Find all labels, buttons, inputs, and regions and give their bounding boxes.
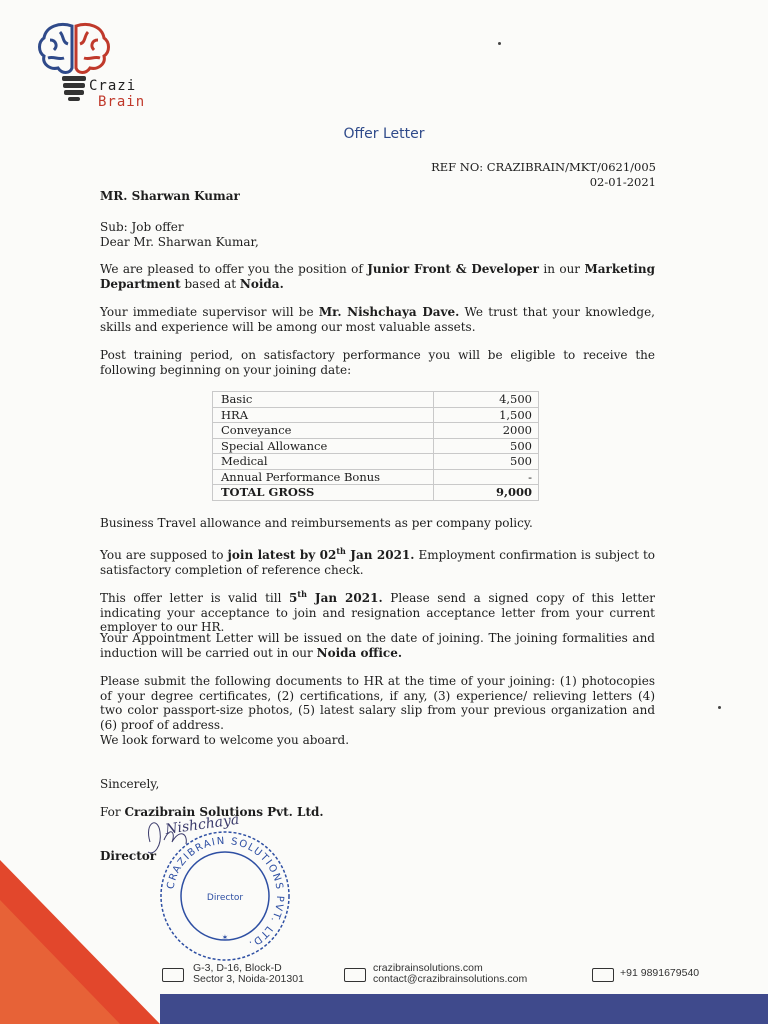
salary-row <box>213 438 539 454</box>
logo-text-crazi: Crazi <box>89 78 137 94</box>
footer-contact <box>373 963 527 985</box>
scan-speck <box>718 706 721 709</box>
subject-block <box>100 220 259 249</box>
stamp-center-text: Director <box>206 893 244 903</box>
salary-row <box>213 423 539 439</box>
phone-icon <box>592 968 614 982</box>
text: We trust that your knowledge, skills and experience will be among our most valuable assets. <box>100 305 655 334</box>
salary-row <box>213 407 539 423</box>
salary-component: HRA <box>213 407 434 423</box>
position-title: Junior Front & Developer <box>367 262 539 276</box>
salary-row <box>213 469 539 485</box>
paragraph-validity <box>100 587 655 635</box>
text: For <box>100 805 125 819</box>
addressee-name: MR. Sharwan Kumar <box>100 189 240 203</box>
salary-amount: 500 <box>434 454 539 470</box>
reference-block <box>431 160 656 190</box>
paragraph-position <box>100 262 655 291</box>
corner-triangle-decoration <box>0 860 160 1024</box>
paragraph-joining-date <box>100 544 655 577</box>
paragraph-appointment <box>100 631 655 660</box>
logo-text-brain: Brain <box>98 94 146 110</box>
address-line: Sector 3, Noida-201301 <box>193 973 304 985</box>
subject-line: Sub: Job offer <box>100 220 184 234</box>
scan-speck <box>498 42 501 45</box>
website-text: crazibrainsolutions.com <box>373 962 483 974</box>
text: This offer letter is valid till <box>100 591 290 605</box>
text: in our <box>538 262 585 276</box>
paragraph-supervisor <box>100 305 655 334</box>
text: Employment confirmation is subject to satisfactory completion of reference check. <box>100 548 655 577</box>
paragraph-documents: Please submit the following documents to HR at the time of your joining: (1) photocopies of your degree certificates, (2) certifications, if any, (3) experience/ relieving letters (4) two color passport-size photos, (5) latest salary slip from your previous organization and (6) proof of address. <box>100 674 655 732</box>
supervisor-name: Mr. Nishchaya Dave. <box>318 305 460 319</box>
salary-component: Special Allowance <box>213 438 434 454</box>
email-text: contact@crazibrainsolutions.com <box>373 973 528 985</box>
svg-text:✶: ✶ <box>221 933 229 942</box>
salary-component: Medical <box>213 454 434 470</box>
stamp-ring-text: CRAZIBRAIN SOLUTIONS PVT. LTD. <box>165 835 286 951</box>
paragraph-travel-allowance: Business Travel allowance and reimbursements as per company policy. <box>100 516 533 530</box>
letter-date: 02-01-2021 <box>589 175 656 189</box>
text: Your immediate supervisor will be <box>100 305 319 319</box>
salary-row <box>213 454 539 470</box>
location-icon <box>162 968 184 982</box>
salary-component: Basic <box>213 392 434 408</box>
office-location: Noida office. <box>316 645 402 660</box>
closing: Sincerely, <box>100 777 160 791</box>
text: We are pleased to offer you the position of <box>100 262 368 276</box>
department-name: Marketing Department <box>100 262 656 291</box>
validity-date <box>289 591 383 605</box>
salary-component: Conveyance <box>213 423 434 439</box>
text: based at <box>180 276 240 291</box>
text: Please send a signed copy of this letter indicating your acceptance to join and resignation acceptance letter from your current employer to our HR. <box>100 591 656 634</box>
paragraph-compensation-intro: Post training period, on satisfactory performance you will be eligible to receive the following beginning on your joining date: <box>100 348 655 377</box>
ordinal-suffix: th <box>336 546 346 556</box>
footer-bar <box>160 994 768 1024</box>
text: Jan 2021. <box>345 548 415 562</box>
text: You are supposed to <box>100 548 228 562</box>
salary-amount: 4,500 <box>434 392 539 408</box>
document-title: Offer Letter <box>343 126 425 142</box>
text: join latest by 02 <box>227 548 337 562</box>
paragraph-welcome: We look forward to welcome you aboard. <box>100 733 350 747</box>
ordinal-suffix: th <box>297 589 307 599</box>
company-logo <box>34 18 154 118</box>
salary-amount: 1,500 <box>434 407 539 423</box>
salary-amount: - <box>434 469 539 485</box>
salary-row <box>213 392 539 408</box>
salary-total-label: TOTAL GROSS <box>213 485 434 501</box>
salary-component: Annual Performance Bonus <box>213 469 434 485</box>
salutation: Dear Mr. Sharwan Kumar, <box>100 234 259 249</box>
reference-number: REF NO: CRAZIBRAIN/MKT/0621/005 <box>431 160 656 174</box>
work-location: Noida. <box>239 276 284 291</box>
text: 5 <box>289 591 298 605</box>
globe-mail-icon <box>344 968 366 982</box>
signature-text: Nishchaya <box>164 812 241 838</box>
text: Your Appointment Letter will be issued on the date of joining. The joining formalities and induction will be carried out in our <box>100 631 655 660</box>
company-name: Crazibrain Solutions Pvt. Ltd. <box>124 805 324 819</box>
salary-total-row <box>213 485 539 501</box>
salary-amount: 2000 <box>434 423 539 439</box>
salary-total-amount: 9,000 <box>434 485 539 501</box>
salary-table <box>212 391 539 501</box>
footer-phone: +91 9891679540 <box>620 967 700 979</box>
text: Jan 2021. <box>306 591 383 605</box>
footer-address <box>193 963 304 985</box>
address-line: G-3, D-16, Block-D <box>193 962 282 974</box>
designation: Director <box>100 849 157 863</box>
salary-amount: 500 <box>434 438 539 454</box>
joining-deadline <box>228 548 415 562</box>
